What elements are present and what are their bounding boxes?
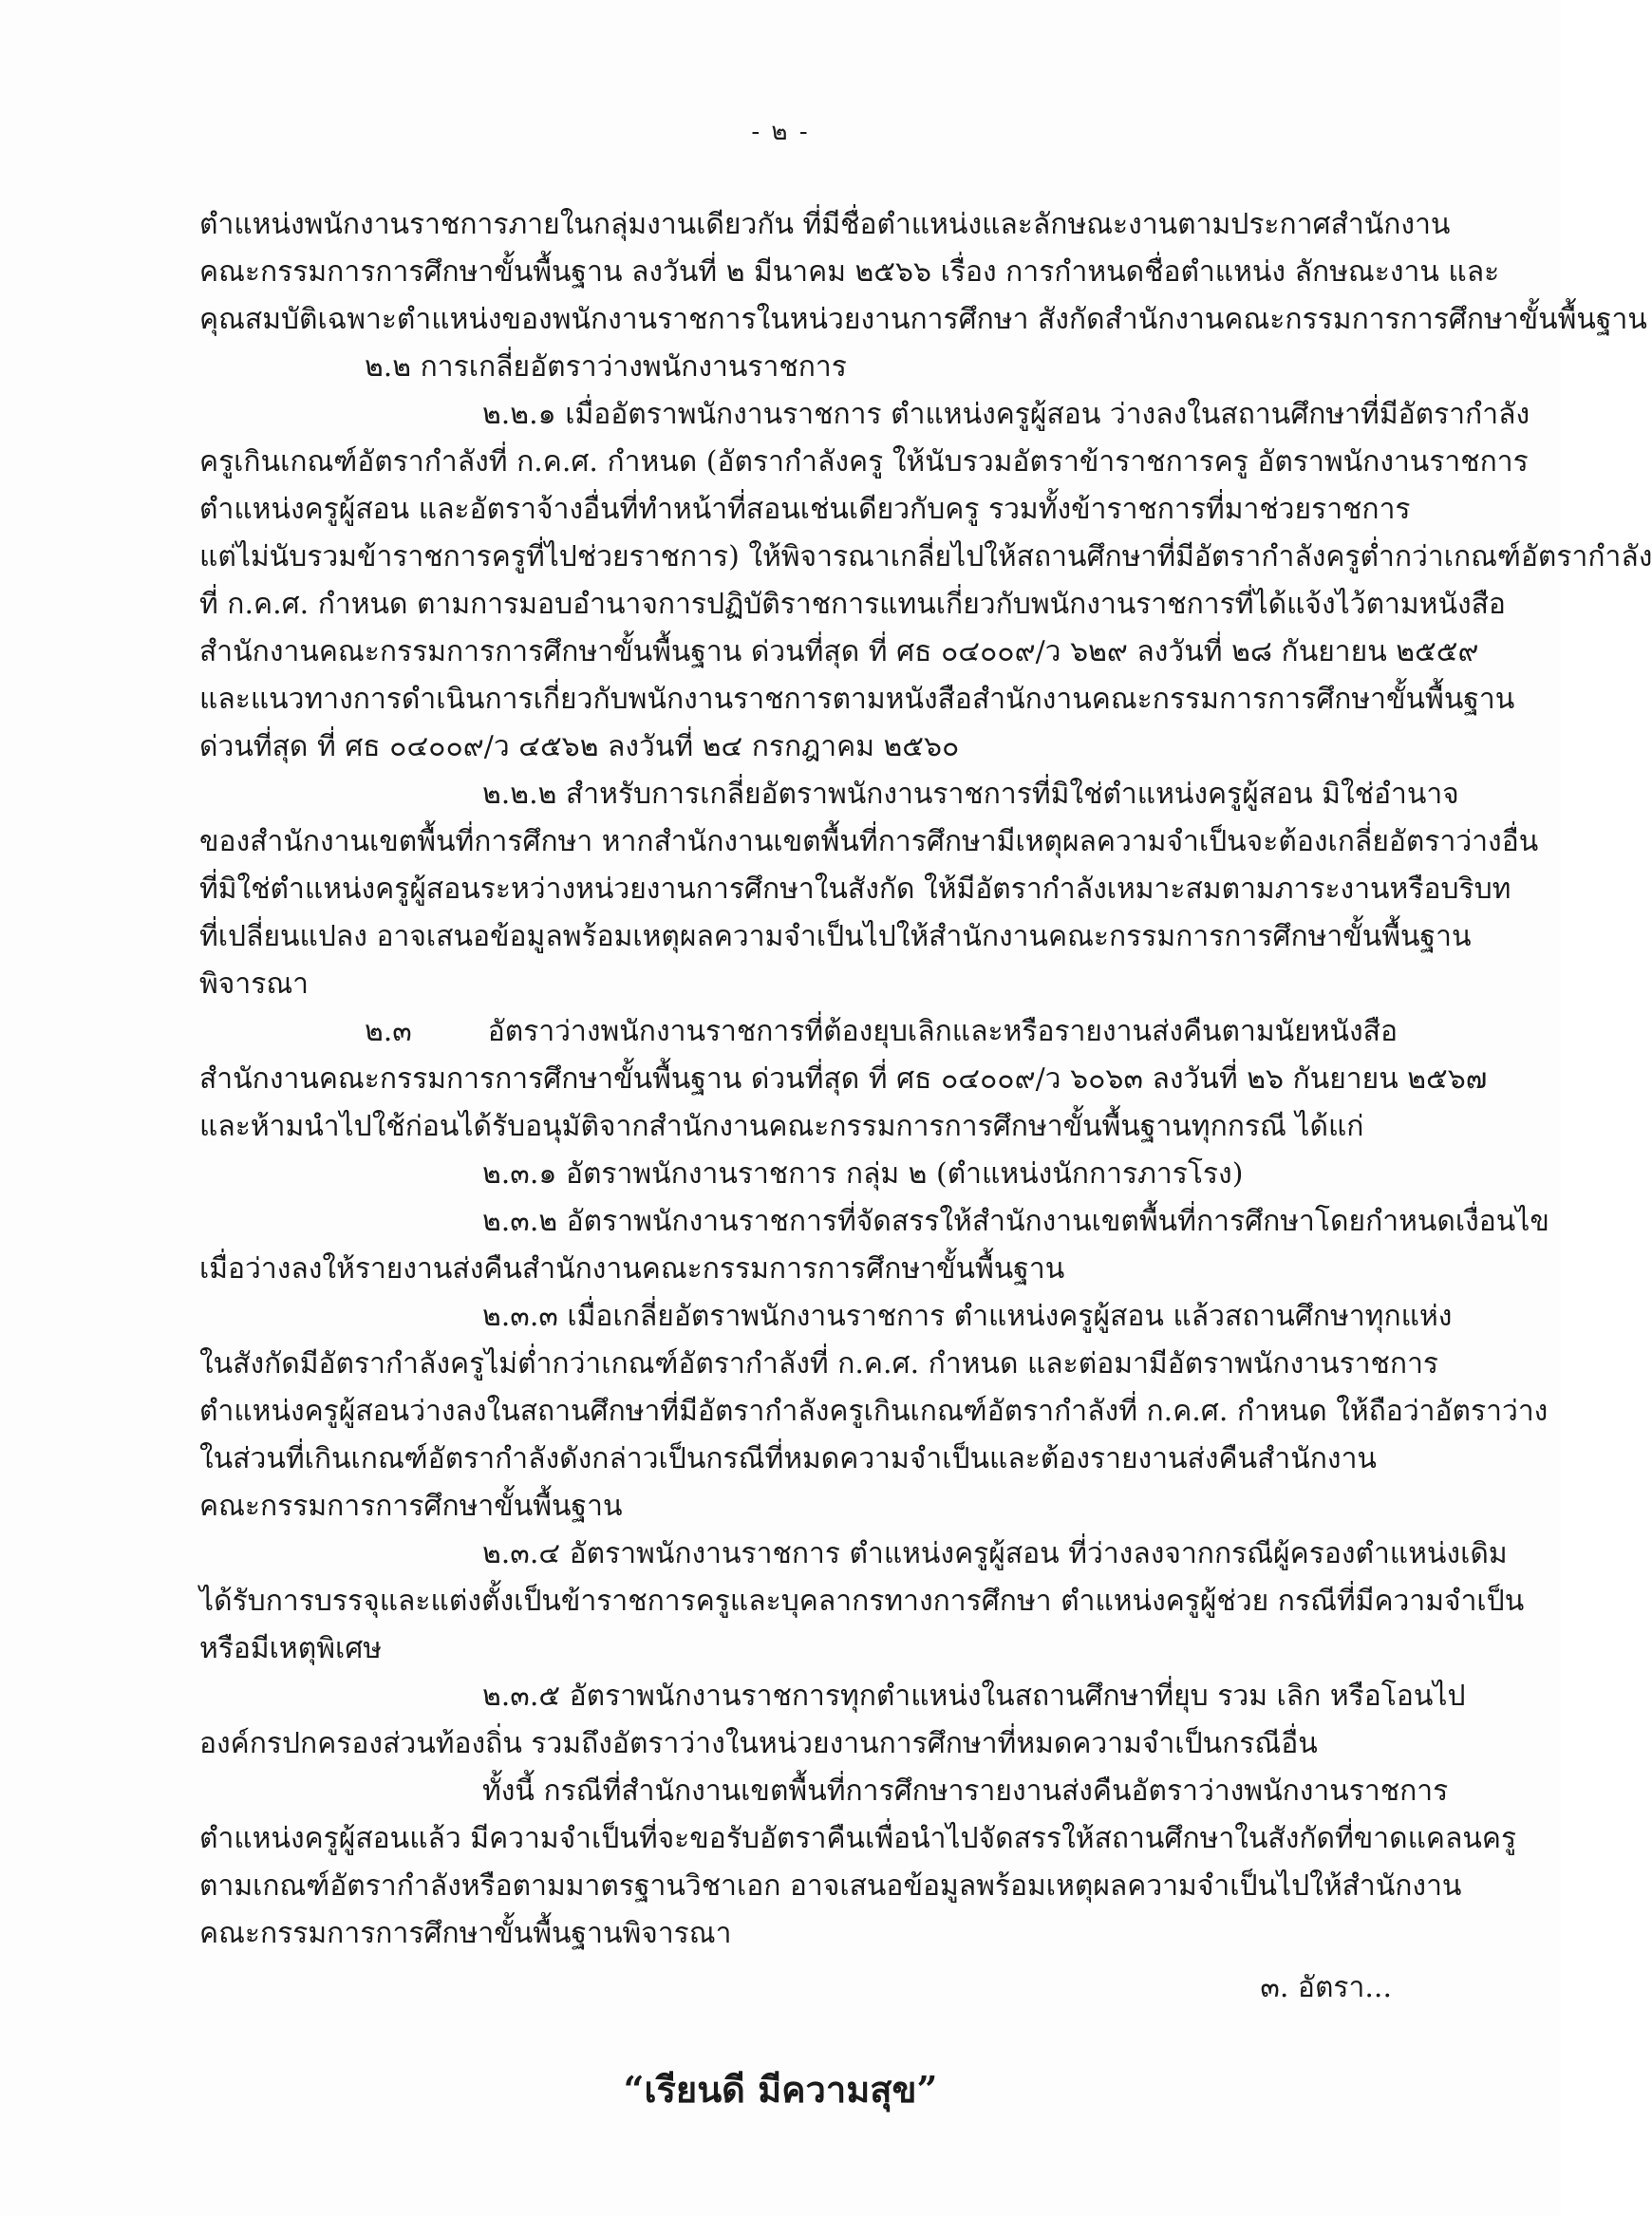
paragraph [199,1768,1517,1958]
paragraph [199,1293,1549,1531]
paragraph-line: ๒.๒ การเกลี่ยอัตราว่างพนักงานราชการ [365,350,847,384]
paragraph-line: ตามเกณฑ์อัตรากำลังหรือตามมาตรฐานวิชาเอก อาจเสนอข้อมูลพร้อมเหตุผลความจำเป็นไปให้สำนักงาน [199,1869,1462,1903]
paragraph [199,1198,1549,1293]
paragraph [199,201,1647,344]
paragraph-line: ได้รับการบรรจุและแต่งตั้งเป็นข้าราชการครูและบุคลากรทางการศึกษา ตำแหน่งครูผู้ช่วย กรณีที่มีความจำเป็น [199,1585,1525,1618]
paragraph [199,344,1398,391]
paragraph-line: ๒.๓ อัตราว่างพนักงานราชการที่ต้องยุบเลิกและหรือรายงานส่งคืนตามนัยหนังสือ [365,1015,1398,1048]
paragraph-line: แต่ไม่นับรวมข้าราชการครูที่ไปช่วยราชการ) ให้พิจารณาเกลี่ยไปให้สถานศึกษาที่มีอัตรากำลังครูต่ำกว่าเกณฑ์อัตรากำลัง [199,540,1652,573]
paragraph-line: คณะกรรมการการศึกษาขั้นพื้นฐาน ลงวันที่ ๒ มีนาคม ๒๕๖๖ เรื่อง การกำหนดชื่อตำแหน่ง ลักษณะงาน และ [199,255,1500,289]
motto-footer: “เรียนดี มีความสุข” [623,2068,938,2111]
paragraph-line: ตำแหน่งพนักงานราชการภายในกลุ่มงานเดียวกัน ที่มีชื่อตำแหน่งและลักษณะงานตามประกาศสำนักงาน [199,208,1451,241]
paragraph-line: ด่วนที่สุด ที่ ศธ ๐๔๐๐๙/ว ๔๕๖๒ ลงวันที่ ๒๔ กรกฎาคม ๒๕๖๐ [199,730,960,763]
paragraph [199,1151,1398,1198]
paragraph-line: ๒.๒.๑ เมื่ออัตราพนักงานราชการ ตำแหน่งครูผู้สอน ว่างลงในสถานศึกษาที่มีอัตรากำลัง [482,398,1530,431]
paragraph [199,1531,1525,1673]
paragraph-line: ตำแหน่งครูผู้สอนแล้ว มีความจำเป็นที่จะขอรับอัตราคืนเพื่อนำไปจัดสรรให้สถานศึกษาในสังกัดที่ขาดแคลนครู [199,1822,1517,1855]
paragraph-line: ๒.๓.๔ อัตราพนักงานราชการ ตำแหน่งครูผู้สอน ที่ว่างลงจากกรณีผู้ครองตำแหน่งเดิม [482,1537,1508,1570]
paragraph-line: ๒.๓.๓ เมื่อเกลี่ยอัตราพนักงานราชการ ตำแหน่งครูผู้สอน แล้วสถานศึกษาทุกแห่ง [482,1300,1453,1333]
paragraph-line: คณะกรรมการการศึกษาขั้นพื้นฐาน [199,1490,623,1523]
paragraph-line: องค์กรปกครองส่วนท้องถิ่น รวมถึงอัตราว่างในหน่วยงานการศึกษาที่หมดความจำเป็นกรณีอื่น [199,1727,1318,1760]
paragraph-line: ๒.๓.๕ อัตราพนักงานราชการทุกตำแหน่งในสถานศึกษาที่ยุบ รวม เลิก หรือโอนไป [482,1680,1466,1713]
paragraph-line: ตำแหน่งครูผู้สอน และอัตราจ้างอื่นที่ทำหน้าที่สอนเช่นเดียวกับครู รวมทั้งข้าราชการที่มาช่วยราชการ [199,493,1411,526]
paragraph-line: และแนวทางการดำเนินการเกี่ยวกับพนักงานราชการตามหนังสือสำนักงานคณะกรรมการการศึกษาขั้นพื้นฐาน [199,683,1515,716]
paragraph-line: และห้ามนำไปใช้ก่อนได้รับอนุมัติจากสำนักงานคณะกรรมการการศึกษาขั้นพื้นฐานทุกกรณี ได้แก่ [199,1110,1364,1143]
paragraph-line: คณะกรรมการการศึกษาขั้นพื้นฐานพิจารณา [199,1917,732,1950]
continuation-marker: ๓. อัตรา... [1260,1971,1392,2004]
paragraph-line: ๒.๓.๒ อัตราพนักงานราชการที่จัดสรรให้สำนักงานเขตพื้นที่การศึกษาโดยกำหนดเงื่อนไข [482,1205,1549,1238]
paragraph-line: ตำแหน่งครูผู้สอนว่างลงในสถานศึกษาที่มีอัตรากำลังครูเกินเกณฑ์อัตรากำลังที่ ก.ค.ศ. กำหนด ให้ถือว่าอัตราว่าง [199,1395,1549,1428]
page-number: - ๒ - [751,118,810,146]
paragraph [199,771,1539,1008]
paragraph-line: ที่เปลี่ยนแปลง อาจเสนอข้อมูลพร้อมเหตุผลความจำเป็นไปให้สำนักงานคณะกรรมการการศึกษาขั้นพื้นฐาน [199,920,1472,953]
paragraph-line: ที่มิใช่ตำแหน่งครูผู้สอนระหว่างหน่วยงานการศึกษาในสังกัด ให้มีอัตรากำลังเหมาะสมตามภาระงานหรือบริบท [199,873,1511,906]
paragraph-line: ในส่วนที่เกินเกณฑ์อัตรากำลังดังกล่าวเป็นกรณีที่หมดความจำเป็นและต้องรายงานส่งคืนสำนักงาน [199,1442,1377,1475]
paragraph-line: ของสำนักงานเขตพื้นที่การศึกษา หากสำนักงานเขตพื้นที่การศึกษามีเหตุผลความจำเป็นจะต้องเกลี่ยอัตราว่างอื่น [199,825,1539,858]
paragraph-line: สำนักงานคณะกรรมการการศึกษาขั้นพื้นฐาน ด่วนที่สุด ที่ ศธ ๐๔๐๐๙/ว ๖๐๖๓ ลงวันที่ ๒๖ กันยายน ๒๕๖๗ [199,1062,1488,1096]
document-body [199,201,1652,1958]
paragraph-line: ทั้งนี้ กรณีที่สำนักงานเขตพื้นที่การศึกษารายงานส่งคืนอัตราว่างพนักงานราชการ [482,1775,1449,1808]
paragraph-line: พิจารณา [199,967,309,1001]
paragraph-line: เมื่อว่างลงให้รายงานส่งคืนสำนักงานคณะกรรมการการศึกษาขั้นพื้นฐาน [199,1252,1065,1286]
paragraph-line: ครูเกินเกณฑ์อัตรากำลังที่ ก.ค.ศ. กำหนด (อัตรากำลังครู ให้นับรวมอัตราข้าราชการครู อัตราพนักงานราชการ [199,445,1529,479]
paragraph-line: สำนักงานคณะกรรมการการศึกษาขั้นพื้นฐาน ด่วนที่สุด ที่ ศธ ๐๔๐๐๙/ว ๖๒๙ ลงวันที่ ๒๘ กันยายน ๒๕๕๙ [199,635,1479,668]
paragraph-line: ที่ ก.ค.ศ. กำหนด ตามการมอบอำนาจการปฏิบัติราชการแทนเกี่ยวกับพนักงานราชการที่ได้แจ้งไว้ตามหนังสือ [199,588,1506,621]
paragraph-line: คุณสมบัติเฉพาะตำแหน่งของพนักงานราชการในหน่วยงานการศึกษา สังกัดสำนักงานคณะกรรมการการศึกษาขั้นพื้นฐาน [199,303,1647,336]
paragraph [199,1008,1488,1151]
paragraph-line: ๒.๓.๑ อัตราพนักงานราชการ กลุ่ม ๒ (ตำแหน่งนักการภารโรง) [482,1157,1244,1191]
paragraph-line: หรือมีเหตุพิเศษ [199,1632,383,1665]
paragraph-line: ๒.๒.๒ สำหรับการเกลี่ยอัตราพนักงานราชการที่มิใช่ตำแหน่งครูผู้สอน มิใช่อำนาจ [482,778,1459,811]
paragraph-line: ในสังกัดมีอัตรากำลังครูไม่ต่ำกว่าเกณฑ์อัตรากำลังที่ ก.ค.ศ. กำหนด และต่อมามีอัตราพนักงานราชการ [199,1347,1439,1380]
paragraph [199,1673,1466,1768]
paragraph [199,391,1652,771]
